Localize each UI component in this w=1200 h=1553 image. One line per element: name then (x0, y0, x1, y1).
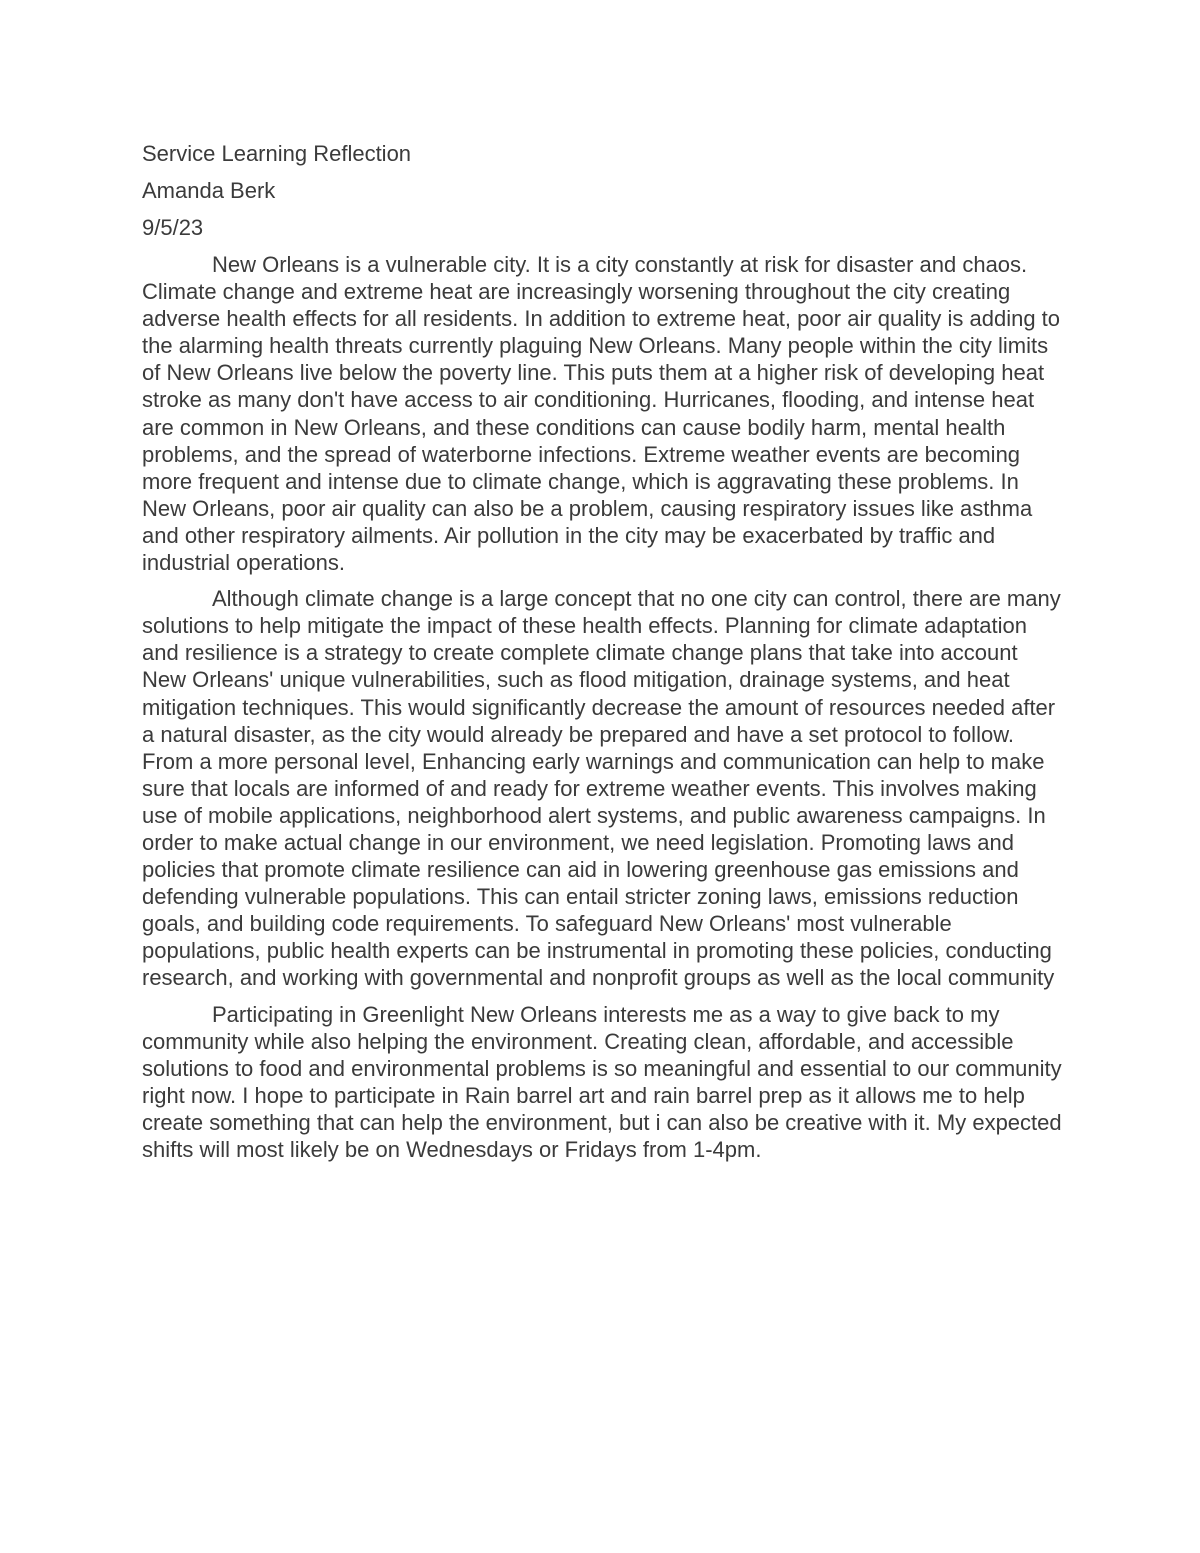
body-paragraph-2: Although climate change is a large concept that no one city can control, there are many solutions to help mitigate the impact of these health effects. Planning for climate adaptation and resilience is a strategy to create complete climate change plans that take into account New Orleans' unique vulnerabilities, such as flood mitigation, drainage systems, and heat mitigation techniques. This would significantly decrease the amount of resources needed after a natural disaster, as the city would already be prepared and have a set protocol to follow. From a more personal level, Enhancing early warnings and communication can help to make sure that locals are informed of and ready for extreme weather events. This involves making use of mobile applications, neighborhood alert systems, and public awareness campaigns. In order to make actual change in our environment, we need legislation. Promoting laws and policies that promote climate resilience can aid in lowering greenhouse gas emissions and defending vulnerable populations. This can entail stricter zoning laws, emissions reduction goals, and building code requirements. To safeguard New Orleans' most vulnerable populations, public health experts can be instrumental in promoting these policies, conducting research, and working with governmental and nonprofit groups as well as the local community (142, 586, 1061, 991)
body-paragraph-3: Participating in Greenlight New Orleans interests me as a way to give back to my community while also helping the environment. Creating clean, affordable, and accessible solutions to food and environmental problems is so meaningful and essential to our community right now. I hope to participate in Rain barrel art and rain barrel prep as it allows me to help create something that can help the environment, but i can also be creative with it. My expected shifts will most likely be on Wednesdays or Fridays from 1-4pm. (142, 1001, 1062, 1162)
author-name: Amanda Berk (142, 178, 276, 203)
body-paragraph-1: New Orleans is a vulnerable city. It is a city constantly at risk for disaster and chaos. Climate change and extreme heat are increasingly worsening throughout the city creating adverse health effects for all residents. In addition to extreme heat, poor air quality is adding to the alarming health threats currently plaguing New Orleans. Many people within the city limits of New Orleans live below the poverty line. This puts them at a higher risk of developing heat stroke as many don't have access to air conditioning. Hurricanes, flooding, and intense heat are common in New Orleans, and these conditions can cause bodily harm, mental health problems, and the spread of waterborne infections. Extreme weather events are becoming more frequent and intense due to climate change, which is aggravating these problems. In New Orleans, poor air quality can also be a problem, causing respiratory issues like asthma and other respiratory ailments. Air pollution in the city may be exacerbated by traffic and industrial operations. (142, 252, 1061, 576)
document-title: Service Learning Reflection (142, 141, 412, 166)
document-date: 9/5/23 (142, 215, 204, 240)
